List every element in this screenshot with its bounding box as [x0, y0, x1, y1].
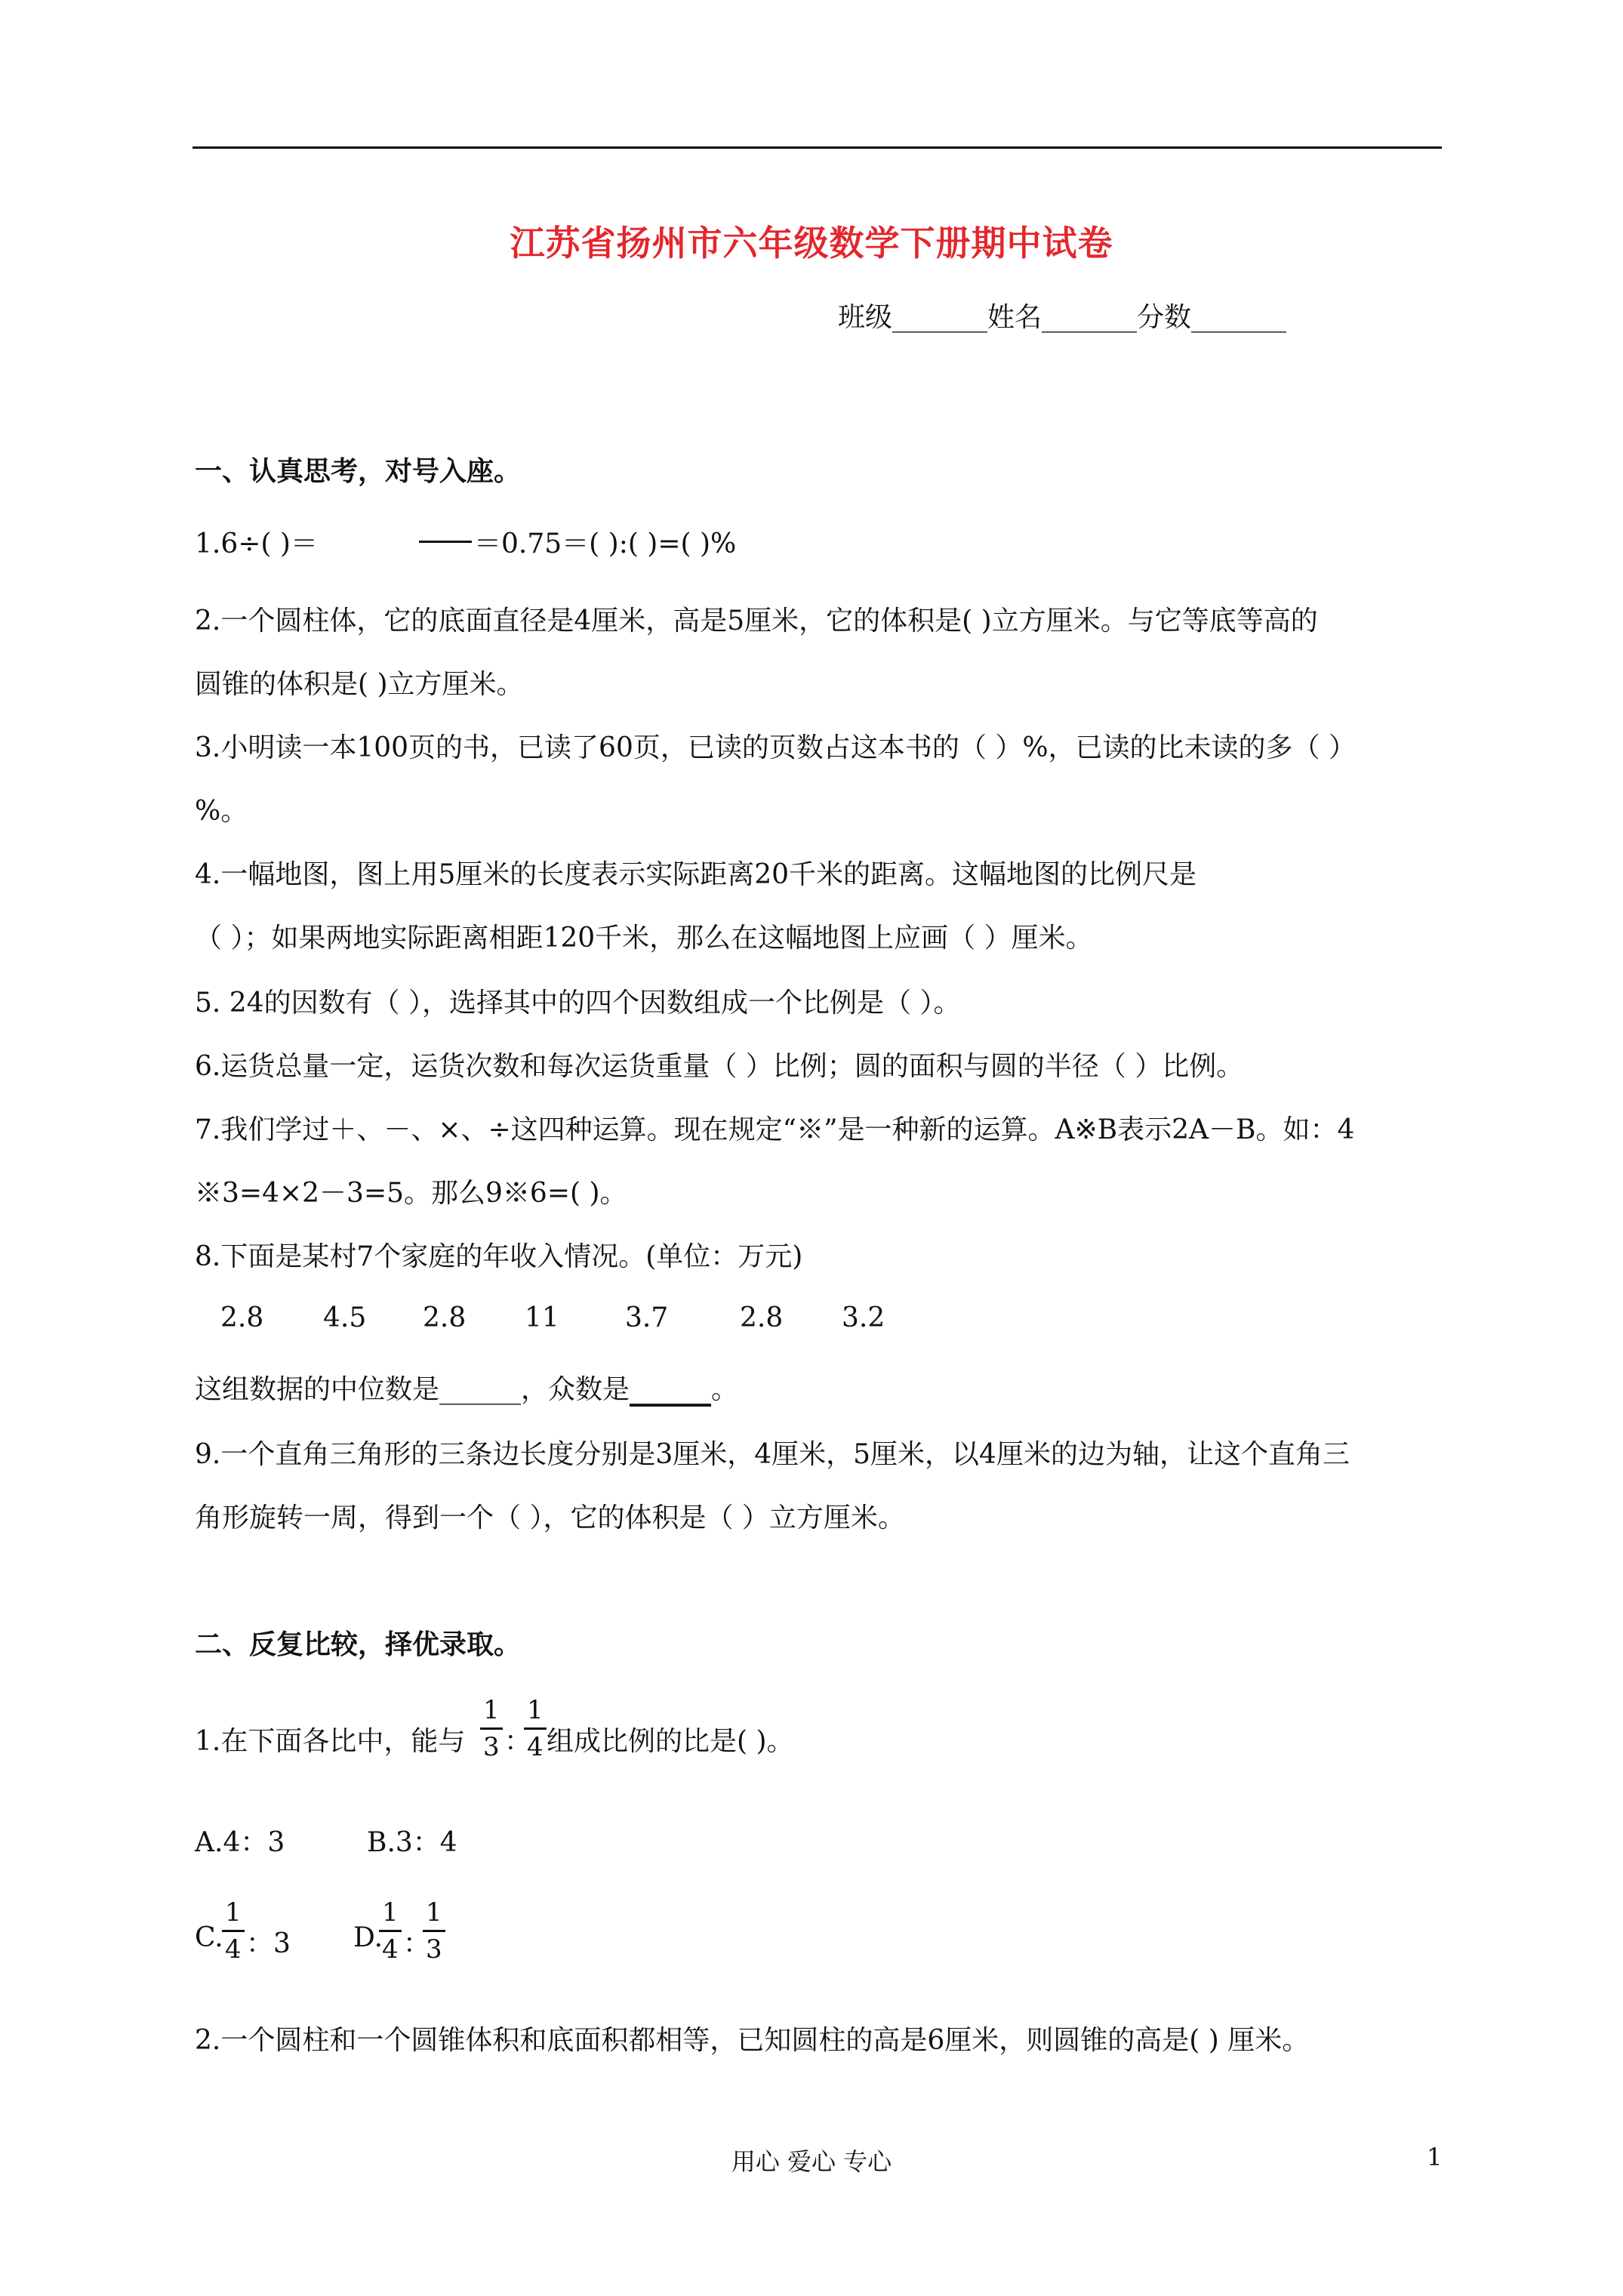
q8-data-4: 11: [525, 1302, 559, 1333]
student-info-line: 班级_______姓名_______分数_______: [838, 302, 1287, 333]
s2-q1-colon: ：: [504, 1726, 532, 1757]
q8-data-6: 2.8: [740, 1302, 784, 1333]
s2-q1-option-c-rest: ：3: [246, 1928, 291, 1959]
fraction-denominator: 4: [382, 1934, 399, 1965]
q8-line3-end: 。: [711, 1374, 739, 1405]
fraction-numerator: 1: [222, 1900, 245, 1932]
fraction-denominator: 4: [225, 1934, 242, 1965]
q3-line1: 3.小明读一本100页的书，已读了60页，已读的页数占这本书的（ ）%，已读的比未读的多（ ）: [195, 732, 1356, 763]
q1-fraction-blank: [419, 541, 472, 543]
s2-q1-option-a: A.4：3: [195, 1827, 285, 1858]
s2-q1-fraction-1-3: [480, 1697, 503, 1760]
q9-line2: 角形旋转一周，得到一个（ ），它的体积是（ ）立方厘米。: [195, 1502, 905, 1533]
document-title: 江苏省扬州市六年级数学下册期中试卷: [510, 223, 1113, 264]
q8-data-5: 3.7: [625, 1302, 669, 1333]
fraction-denominator: 3: [426, 1934, 442, 1965]
q4-line2: （ ）；如果两地实际距离相距120千米，那么在这幅地图上应画（ ）厘米。: [195, 923, 1093, 954]
q8-line1: 8.下面是某村7个家庭的年收入情况。(单位：万元): [195, 1241, 803, 1272]
s2-q1-prefix: 1.在下面各比中，能与: [195, 1726, 466, 1757]
q8-mode-blank: ______: [630, 1374, 712, 1405]
q1-left: 1.6÷( )＝: [195, 529, 318, 559]
q6-line1: 6.运货总量一定，运货次数和每次运货重量（ ）比例；圆的面积与圆的半径（ ）比例。: [195, 1051, 1244, 1082]
s2-q1-suffix: 组成比例的比是( )。: [547, 1726, 794, 1757]
s2-q1-option-d-label: D.: [353, 1922, 383, 1953]
fraction-denominator: 4: [527, 1732, 544, 1762]
s2-q1-option-d-fraction-1: [379, 1897, 402, 1965]
s2-q1-option-d-colon: ：: [403, 1928, 431, 1959]
s2-q1-fraction-1-4: [524, 1697, 547, 1760]
q8-median-text: 这组数据的中位数是______，众数是: [195, 1374, 630, 1405]
q4-line1: 4.一幅地图，图上用5厘米的长度表示实际距离20千米的距离。这幅地图的比例尺是: [195, 859, 1197, 890]
s2-q1-option-b: B.3：4: [367, 1827, 457, 1858]
q7-line1: 7.我们学过＋、－、×、÷这四种运算。现在规定“※”是一种新的运算。A※B表示2A－B。如：4: [195, 1114, 1355, 1145]
q8-line3: [195, 1368, 738, 1407]
q7-line2: ※3=4×2－3=5。那么9※6=( )。: [195, 1178, 627, 1209]
q8-data-2: 4.5: [323, 1302, 367, 1333]
q3-line2: %。: [195, 796, 248, 827]
q1-right: ＝0.75＝( ):( )=( )%: [474, 529, 737, 559]
fraction-numerator: 1: [524, 1697, 547, 1730]
s2-q2-line1: 2.一个圆柱和一个圆锥体积和底面积都相等，已知圆柱的高是6厘米，则圆锥的高是( ) 厘米。: [195, 2025, 1310, 2056]
q8-data-1: 2.8: [220, 1302, 264, 1333]
s2-q1-option-c-fraction: [222, 1897, 245, 1965]
q2-line1: 2.一个圆柱体，它的底面直径是4厘米，高是5厘米，它的体积是( )立方厘米。与它等底等高的: [195, 606, 1318, 636]
header-rule: [192, 146, 1442, 149]
fraction-numerator: 1: [480, 1697, 503, 1730]
q5-line1: 5. 24的因数有（ ），选择其中的四个因数组成一个比例是（ ）。: [195, 988, 961, 1019]
s2-q1-option-d-fraction-2: [423, 1897, 445, 1965]
q8-data-3: 2.8: [423, 1302, 467, 1333]
q2-line2: 圆锥的体积是( )立方厘米。: [195, 669, 524, 700]
footer-text: 用心 爱心 专心: [731, 2147, 892, 2176]
section1-heading: 一、认真思考，对号入座。: [195, 455, 522, 487]
page-number: 1: [1427, 2143, 1443, 2171]
fraction-numerator: 1: [423, 1900, 445, 1932]
fraction-numerator: 1: [379, 1900, 402, 1932]
q9-line1: 9.一个直角三角形的三条边长度分别是3厘米，4厘米，5厘米，以4厘米的边为轴，让这个直角三: [195, 1439, 1350, 1470]
q8-data-7: 3.2: [842, 1302, 885, 1333]
section2-heading: 二、反复比较，择优录取。: [195, 1629, 522, 1660]
s2-q1-option-c-label: C.: [195, 1922, 223, 1953]
fraction-denominator: 3: [483, 1732, 500, 1762]
